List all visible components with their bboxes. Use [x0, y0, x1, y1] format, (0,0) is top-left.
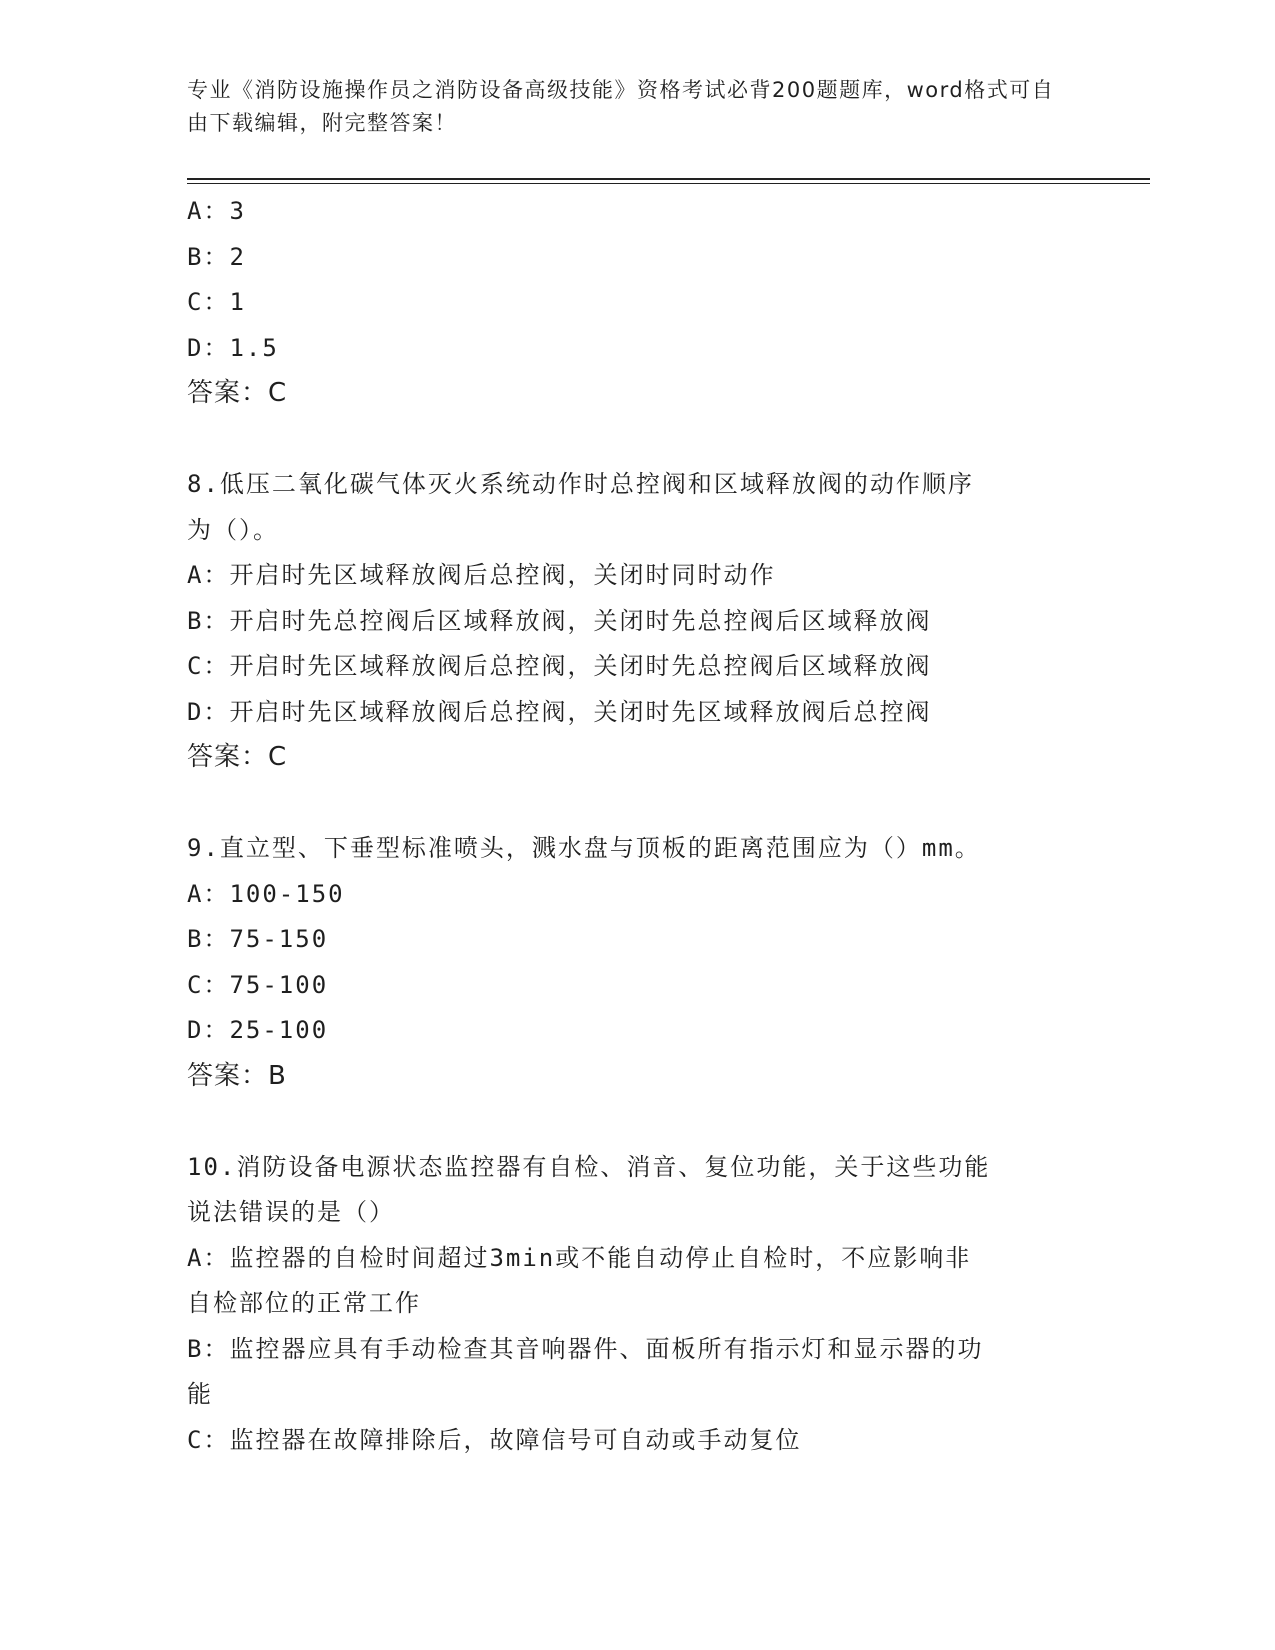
- question-stem-cont: 说法错误的是（）: [187, 1198, 395, 1226]
- option-b-cont: 能: [187, 1380, 213, 1408]
- option-c: C：75-100: [187, 970, 329, 999]
- question-list: [187, 189, 1087, 1463]
- question-9: [187, 826, 1087, 1099]
- option-a: A：100-150: [187, 879, 345, 908]
- answer: 答案：C: [187, 742, 288, 772]
- answer: 答案：B: [187, 1060, 287, 1091]
- option-d: D：25-100: [187, 1016, 329, 1044]
- question-stem: 9.直立型、下垂型标准喷头，溅水盘与顶板的距离范围应为（）mm。: [187, 834, 981, 862]
- question-8: [187, 462, 1087, 781]
- spacer: [187, 417, 1087, 463]
- option-a: A：监控器的自检时间超过3min或不能自动停止自检时，不应影响非: [187, 1243, 972, 1272]
- option-b: B：75-150: [187, 925, 329, 953]
- question-10: [187, 1145, 1087, 1464]
- option-b: B：2: [187, 242, 246, 271]
- option-a-cont: 自检部位的正常工作: [187, 1289, 421, 1317]
- option-c: C：监控器在故障排除后，故障信号可自动或手动复位: [187, 1425, 802, 1454]
- option-c: C：开启时先区域释放阀后总控阀，关闭时先总控阀后区域释放阀: [187, 652, 932, 680]
- option-c: C：1: [187, 288, 246, 316]
- option-a: A：开启时先区域释放阀后总控阀，关闭时同时动作: [187, 561, 776, 589]
- option-a: A：3: [187, 197, 246, 225]
- option-d: D：开启时先区域释放阀后总控阀，关闭时先区域释放阀后总控阀: [187, 697, 932, 726]
- option-b: B：监控器应具有手动检查其音响器件、面板所有指示灯和显示器的功: [187, 1334, 984, 1363]
- header-divider-thin: [187, 183, 1150, 184]
- question-stem: 8.低压二氧化碳气体灭火系统动作时总控阀和区域释放阀的动作顺序: [187, 470, 974, 498]
- option-d: D：1.5: [187, 333, 279, 362]
- page-header: 专业《消防设施操作员之消防设备高级技能》资格考试必背200题题库，word格式可自由下载编辑，附完整答案！: [187, 78, 1055, 135]
- answer: 答案：C: [187, 378, 288, 408]
- spacer: [187, 781, 1087, 827]
- spacer: [187, 1099, 1087, 1145]
- question-stem-cont: 为（）。: [187, 515, 279, 544]
- question-7: [187, 189, 1087, 417]
- header-divider: [187, 178, 1150, 180]
- option-b: B：开启时先总控阀后区域释放阀，关闭时先总控阀后区域释放阀: [187, 606, 932, 635]
- question-stem: 10.消防设备电源状态监控器有自检、消音、复位功能，关于这些功能: [187, 1152, 991, 1181]
